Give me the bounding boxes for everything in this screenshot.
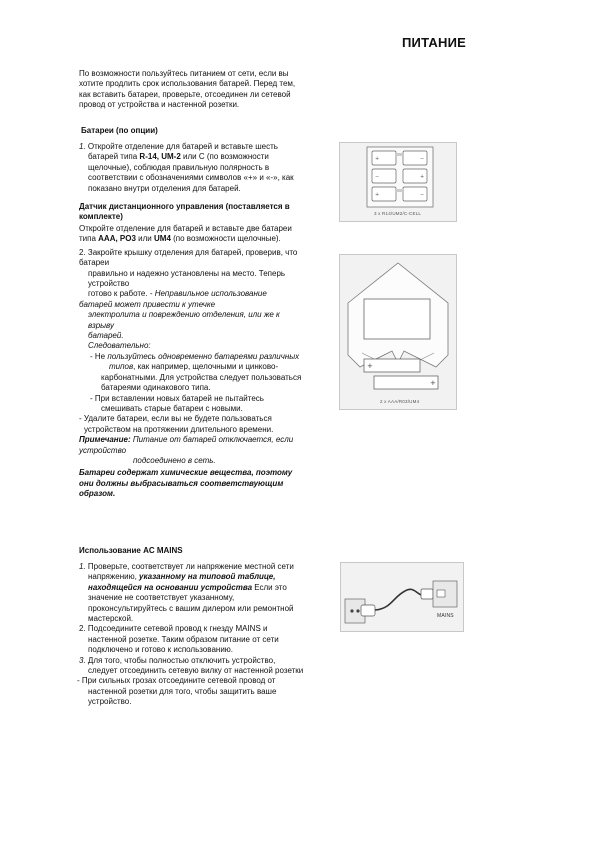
step-text: напряжению,	[88, 572, 140, 582]
battery-caption: 3 x R14/UM2/C-CELL	[374, 211, 422, 216]
mains-caption: MAINS	[437, 613, 454, 619]
step-number: 1.	[79, 142, 86, 151]
bullet-text: - При вставлении новых батарей не пытайтесь	[90, 393, 264, 403]
bullet-text: устройство.	[88, 697, 132, 707]
disposal-warning: они должны выбрасываться соответствующим	[79, 478, 284, 488]
note-label: Примечание:	[79, 435, 131, 445]
svg-text:+: +	[430, 379, 436, 387]
step-text: Если это	[252, 582, 287, 592]
battery-type: AAA, PO3	[98, 234, 136, 244]
warning-text: взрыву	[88, 320, 114, 330]
mains-text	[79, 562, 303, 708]
battery-type: R-14, UM-2	[139, 152, 181, 162]
bullet-text: пользуйтесь одновременно батареями различных	[107, 351, 300, 361]
step-text: готово к работе. -	[88, 289, 155, 299]
page-title: ПИТАНИЕ	[402, 35, 467, 50]
intro-line: хотите продлить срок использования батарей. Перед тем,	[79, 79, 296, 89]
note-text: устройство	[79, 445, 127, 455]
step-text: щелочные), соблюдая правильную полярность в	[88, 162, 270, 172]
step-emphasis: находящейся на основании устройства	[88, 582, 253, 592]
step-text: правильно и надежно установлены на место. Теперь	[88, 268, 286, 278]
step-text: значение не соответствует указанному,	[88, 593, 235, 603]
step-text: или C (по возможности	[180, 152, 269, 162]
bullet-text: настенной розетки для того, чтобы защитить ваше	[88, 686, 277, 696]
note-text: Питание от батарей отключается, если	[130, 435, 294, 445]
batteries-heading: Батареи (по опции)	[81, 126, 158, 135]
mains-connection-figure	[340, 562, 464, 632]
svg-text:+: +	[420, 174, 425, 180]
step-text: 2. Подсоедините сетевой провод к гнезду MAINS и	[79, 624, 268, 634]
bullet-text: - Удалите батареи, если вы не будете пользоваться	[79, 414, 272, 424]
remote-battery-figure	[339, 254, 457, 410]
batteries-step-1	[79, 142, 294, 194]
intro-line: По возможности пользуйтесь питанием от сети, если вы	[79, 69, 289, 78]
svg-text:+: +	[367, 362, 373, 370]
step-text: батареи	[79, 258, 110, 268]
svg-text:+: +	[375, 156, 380, 162]
remote-heading-line: комплекте)	[79, 212, 123, 222]
svg-text:−: −	[420, 156, 425, 162]
step-text: подключено и готово к использованию.	[88, 645, 234, 655]
svg-text:+: +	[375, 192, 380, 198]
bullet-text: устройством на протяжении длительного времени.	[84, 424, 274, 434]
svg-text:−: −	[375, 174, 380, 180]
remote-caption: 2 x AAA/R03/UM4	[380, 399, 420, 404]
mains-heading: Использование AC MAINS	[79, 546, 183, 555]
warning-text: батарей может привести к утечке	[79, 299, 216, 309]
warning-text: батарей.	[88, 331, 124, 341]
step-text: Откройте отделение для батарей и вставьте шесть	[87, 142, 278, 151]
step-emphasis: указанному на типовой таблице,	[139, 572, 276, 582]
disposal-warning: образом.	[79, 489, 116, 499]
intro-paragraph	[79, 69, 295, 111]
bullet-text: - Не	[90, 351, 108, 361]
remote-text	[79, 224, 301, 500]
step-text: Для того, чтобы полностью отключить устройство,	[85, 655, 276, 665]
warning-text: электролита и повреждению отделения, или же к	[88, 310, 280, 320]
remote-heading-line: Датчик дистанционного управления (поставляется в	[79, 202, 290, 211]
step-text: настенной розетке. Таким образом питание от сети	[88, 634, 279, 644]
bullet-text: - При сильных грозах отсоедините сетевой провод от	[77, 676, 276, 686]
disposal-warning: Батареи содержат химические вещества, поэтому	[79, 468, 293, 478]
step-text: 2. Закройте крышку отделения для батарей, проверив, что	[79, 247, 298, 257]
battery-type: UM4	[154, 234, 171, 244]
note-text: подсоединено в сеть.	[133, 455, 216, 465]
step-text: Проверьте, соответствует ли напряжение местной сети	[85, 562, 294, 571]
step-text: проконсультируйтесь с вашим дилером или ремонтной	[88, 603, 294, 613]
step-text: показано внутри отделения для батарей.	[88, 183, 241, 193]
remote-line: типа	[79, 234, 99, 244]
remote-line: или	[135, 234, 154, 244]
warning-text: Неправильное использование	[154, 289, 267, 299]
intro-line: как вставить батареи, проверьте, отсоединен ли сетевой	[79, 89, 291, 99]
bullet-text: батареями одинакового типа.	[101, 383, 211, 393]
step-text: соответствии с обозначениями символов «+» и «-», как	[88, 173, 294, 183]
bullet-text: карбонатными. Для устройства следует пользоваться	[101, 372, 302, 382]
step-number: 1.	[79, 562, 86, 571]
remote-line: (по возможности щелочные).	[170, 234, 281, 244]
svg-text:−: −	[420, 192, 425, 198]
step-number: 3.	[79, 655, 86, 665]
remote-heading	[79, 202, 290, 223]
step-text: следует отсоединить сетевую вилку от настенной розетки	[88, 666, 304, 676]
intro-line: провод от устройства и настенной розетки.	[79, 100, 240, 110]
remote-line: Откройте отделение для батарей и вставьте две батареи	[79, 224, 292, 233]
bullet-text: смешивать старые батареи с новыми.	[101, 403, 243, 413]
remote-battery-illustration	[340, 255, 456, 409]
step-text: устройство	[88, 279, 130, 289]
warning-text: Следовательно:	[88, 341, 151, 351]
battery-compartment-figure	[339, 142, 457, 222]
step-text: мастерской.	[88, 614, 134, 624]
step-text: батарей типа	[88, 152, 140, 162]
bullet-text: , как например, щелочными и цинково-	[133, 362, 279, 372]
bullet-text: типов	[109, 362, 134, 372]
